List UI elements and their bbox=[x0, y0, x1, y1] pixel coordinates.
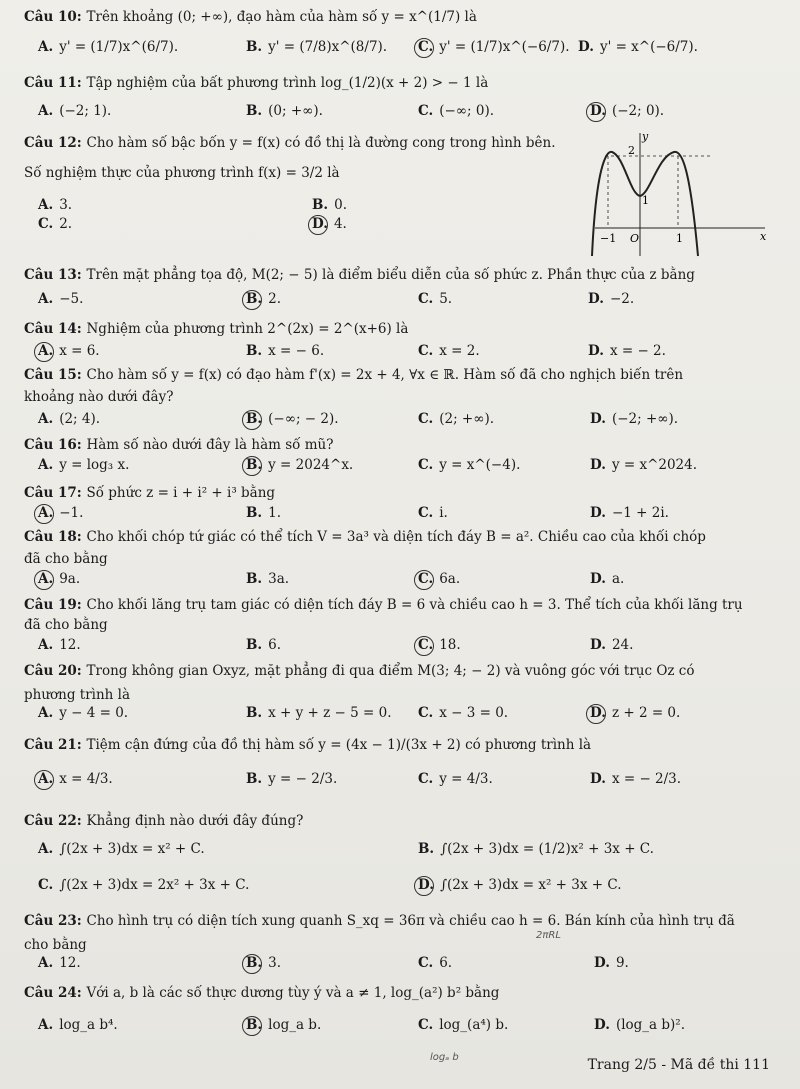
x-label: x bbox=[760, 230, 767, 243]
q18-option-a: A. 9a. bbox=[38, 571, 81, 587]
question-12-line2: Số nghiệm thực của phương trình f(x) = 3/2 là bbox=[24, 165, 340, 181]
tick-neg1: −1 bbox=[600, 232, 617, 245]
question-17: Câu 17: Số phức z = i + i² + i³ bằng bbox=[24, 485, 276, 501]
q18-option-b: B. 3a. bbox=[246, 571, 290, 587]
q16-option-b: B. y = 2024^x. bbox=[246, 457, 354, 473]
question-21: Câu 21: Tiệm cận đứng của đồ thị hàm số y = (4x − 1)/(3x + 2) có phương trình là bbox=[24, 737, 592, 753]
q21-option-c: C. y = 4/3. bbox=[418, 771, 493, 787]
tick-2: 2 bbox=[628, 144, 635, 157]
question-12: Câu 12: Cho hàm số bậc bốn y = f(x) có đồ thị là đường cong trong hình bên. bbox=[24, 135, 556, 151]
y-label: y bbox=[642, 130, 649, 143]
tick-1x: 1 bbox=[676, 232, 683, 245]
q12-option-b: B. 0. bbox=[312, 197, 348, 213]
q19-option-c: C. 18. bbox=[418, 637, 461, 653]
tick-1: 1 bbox=[642, 194, 649, 207]
question-19: Câu 19: Cho khối lăng trụ tam giác có diện tích đáy B = 6 và chiều cao h = 3. Thể tích của khối lăng trụ bbox=[24, 597, 743, 613]
q16-option-c: C. y = x^(−4). bbox=[418, 457, 521, 473]
quartic-graph bbox=[590, 128, 770, 258]
question-18-line2: đã cho bằng bbox=[24, 551, 108, 567]
q23-option-c: C. 6. bbox=[418, 955, 453, 971]
q15-option-d: D. (−2; +∞). bbox=[590, 411, 679, 427]
question-23: Câu 23: Cho hình trụ có diện tích xung quanh S_xq = 36π và chiều cao h = 6. Bán kính của hình trụ đã bbox=[24, 913, 735, 929]
q19-option-a: A. 12. bbox=[38, 637, 81, 653]
q20-option-a: A. y − 4 = 0. bbox=[38, 705, 129, 721]
q20-option-c: C. x − 3 = 0. bbox=[418, 705, 509, 721]
q24-option-c: C. log_(a⁴) b. bbox=[418, 1017, 509, 1033]
q21-option-b: B. y = − 2/3. bbox=[246, 771, 338, 787]
question-13: Câu 13: Trên mặt phẳng tọa độ, M(2; − 5) là điểm biểu diễn của số phức z. Phần thực của z bằng bbox=[24, 267, 695, 283]
question-15-line2: khoảng nào dưới đây? bbox=[24, 389, 174, 405]
q13-option-c: C. 5. bbox=[418, 291, 453, 307]
q12-option-a: A. 3. bbox=[38, 197, 73, 213]
origin-label: O bbox=[630, 232, 640, 245]
page-footer: Trang 2/5 - Mã đề thi 111 bbox=[587, 1057, 770, 1073]
question-15: Câu 15: Cho hàm số y = f(x) có đạo hàm f'(x) = 2x + 4, ∀x ∈ ℝ. Hàm số đã cho nghịch biến trên bbox=[24, 367, 684, 383]
q13-option-a: A. −5. bbox=[38, 291, 84, 307]
q10-option-d: D. y' = x^(−6/7). bbox=[578, 39, 698, 55]
q17-option-c: C. i. bbox=[418, 505, 448, 521]
question-11: Câu 11: Tập nghiệm của bất phương trình log_(1/2)(x + 2) > − 1 là bbox=[24, 75, 489, 91]
question-24: Câu 24: Với a, b là các số thực dương tùy ý và a ≠ 1, log_(a²) b² bằng bbox=[24, 985, 500, 1001]
q12-option-d: D. 4. bbox=[312, 216, 347, 232]
q18-option-d: D. a. bbox=[590, 571, 625, 587]
q21-option-d: D. x = − 2/3. bbox=[590, 771, 682, 787]
question-10: Câu 10: Trên khoảng (0; +∞), đạo hàm của hàm số y = x^(1/7) là bbox=[24, 9, 477, 25]
q11-option-a: A. (−2; 1). bbox=[38, 103, 112, 119]
q22-option-c: C. ∫(2x + 3)dx = 2x² + 3x + C. bbox=[38, 877, 250, 893]
q20-option-b: B. x + y + z − 5 = 0. bbox=[246, 705, 392, 721]
q15-option-c: C. (2; +∞). bbox=[418, 411, 495, 427]
q24-option-b: B. log_a b. bbox=[246, 1017, 322, 1033]
q10-option-a: A. y' = (1/7)x^(6/7). bbox=[38, 39, 179, 55]
q16-option-d: D. y = x^2024. bbox=[590, 457, 698, 473]
q17-option-d: D. −1 + 2i. bbox=[590, 505, 669, 521]
q15-option-b: B. (−∞; − 2). bbox=[246, 411, 339, 427]
q17-option-b: B. 1. bbox=[246, 505, 282, 521]
q14-option-c: C. x = 2. bbox=[418, 343, 480, 359]
q11-option-b: B. (0; +∞). bbox=[246, 103, 323, 119]
q23-option-a: A. 12. bbox=[38, 955, 81, 971]
question-14: Câu 14: Nghiệm của phương trình 2^(2x) = 2^(x+6) là bbox=[24, 321, 409, 337]
q23-option-d: D. 9. bbox=[594, 955, 629, 971]
q14-option-b: B. x = − 6. bbox=[246, 343, 325, 359]
q11-option-c: C. (−∞; 0). bbox=[418, 103, 495, 119]
q16-option-a: A. y = log₃ x. bbox=[38, 457, 130, 473]
q20-option-d: D. z + 2 = 0. bbox=[590, 705, 681, 721]
question-22: Câu 22: Khẳng định nào dưới đây đúng? bbox=[24, 813, 304, 829]
q12-option-c: C. 2. bbox=[38, 216, 73, 232]
question-23-line2: cho bằng bbox=[24, 937, 87, 953]
q22-option-d: D. ∫(2x + 3)dx = x² + 3x + C. bbox=[418, 877, 622, 893]
q11-option-d: D. (−2; 0). bbox=[590, 103, 665, 119]
q19-option-b: B. 6. bbox=[246, 637, 282, 653]
q10-option-c: C. y' = (1/7)x^(−6/7). bbox=[418, 39, 570, 55]
q14-option-d: D. x = − 2. bbox=[588, 343, 666, 359]
q17-option-a: A. −1. bbox=[38, 505, 84, 521]
q13-option-d: D. −2. bbox=[588, 291, 635, 307]
question-20: Câu 20: Trong không gian Oxyz, mặt phẳng đi qua điểm M(3; 4; − 2) và vuông góc với trục Oz có bbox=[24, 663, 695, 679]
q15-option-a: A. (2; 4). bbox=[38, 411, 101, 427]
question-19-line2: đã cho bằng bbox=[24, 617, 108, 633]
handwritten-note-1: 2πRL bbox=[536, 930, 561, 941]
q22-option-a: A. ∫(2x + 3)dx = x² + C. bbox=[38, 841, 205, 857]
question-18: Câu 18: Cho khối chóp tứ giác có thể tích V = 3a³ và diện tích đáy B = a². Chiều cao của khối chóp bbox=[24, 529, 706, 545]
q19-option-d: D. 24. bbox=[590, 637, 634, 653]
q21-option-a: A. x = 4/3. bbox=[38, 771, 113, 787]
q10-option-b: B. y' = (7/8)x^(8/7). bbox=[246, 39, 388, 55]
handwritten-note-2: logₐ b bbox=[430, 1052, 459, 1063]
question-16: Câu 16: Hàm số nào dưới đây là hàm số mũ? bbox=[24, 437, 334, 453]
q14-option-a: A. x = 6. bbox=[38, 343, 100, 359]
q24-option-a: A. log_a b⁴. bbox=[38, 1017, 118, 1033]
q22-option-b: B. ∫(2x + 3)dx = (1/2)x² + 3x + C. bbox=[418, 841, 654, 857]
question-20-line2: phương trình là bbox=[24, 687, 131, 703]
q18-option-c: C. 6a. bbox=[418, 571, 461, 587]
q13-option-b: B. 2. bbox=[246, 291, 282, 307]
q24-option-d: D. (log_a b)². bbox=[594, 1017, 685, 1033]
q23-option-b: B. 3. bbox=[246, 955, 282, 971]
